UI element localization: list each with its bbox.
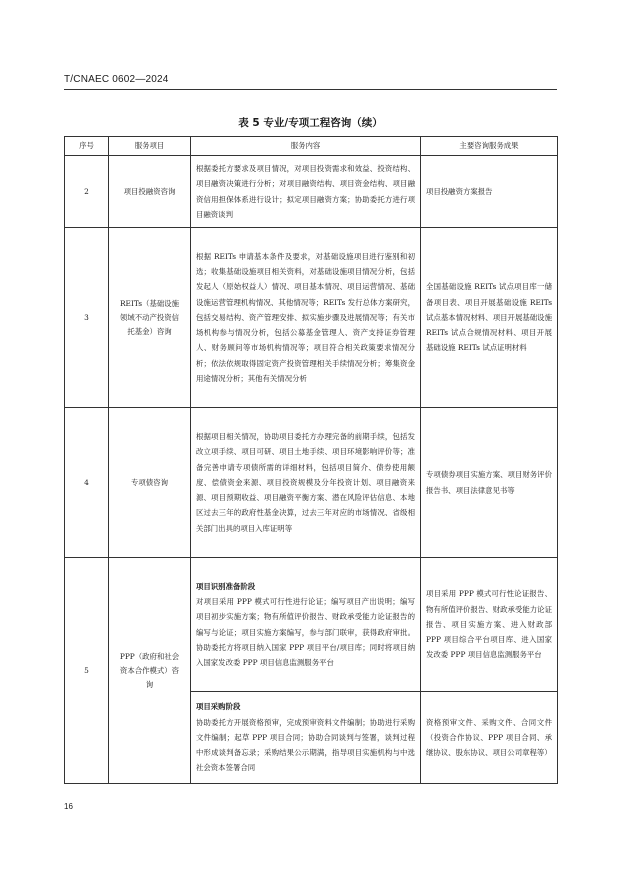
row-service-content: 根据项目相关情况，协助项目委托方办理完备的前期手续，包括发改立项手续、项目可研、项目土地手续、项目环境影响评价等；准备完善申请专项债所需的详细材料，包括项目简介、债券使用额度、偿债资金来源、项目投资规模及分年投资计划、项目融资来源、项目预期收益、项目融资平衡方案、潜在风险评估信息、本地区过去三年的政府性基金决算，过去三年对应的市场情况、省级相关部门出具的项目入库证明等 [191,408,421,558]
table-header-row [65,137,558,156]
column-header-content: 服务内容 [191,137,421,156]
table-row [65,156,558,228]
stage-heading: 项目识别准备阶段 [196,581,256,591]
table-title: 表 5 专业/专项工程咨询（续） [238,117,383,129]
row-service-result: 项目投融资方案报告 [421,156,558,228]
row-service-item: REITs（基础设施领域不动产投资信托基金）咨询 [109,228,191,408]
row-service-item: 项目投融资咨询 [109,156,191,228]
table-row [65,228,558,408]
row-service-item: PPP（政府和社会资本合作模式）咨询 [109,558,191,784]
row-service-result: 项目采用 PPP 模式可行性论证报告、物有所值评价报告、财政承受能力论证报告、项目实施方案、进入财政部 PPP 项目综合平台项目库、进入国家发改委 PPP 项目信息监测服务平台 [421,558,558,692]
page-number: 16 [64,802,73,811]
column-header-result: 主要咨询服务成果 [421,137,558,156]
row-service-item: 专项债咨询 [109,408,191,558]
stage-content: 协助委托方开展资格预审，完成预审资料文件编制；协助进行采购文件编制；起草 PPP 项目合同；协助合同谈判与签署，谈判过程中形成谈判备忘录；采购结果公示期满，指导项目实施机构与中选社会资本签署合同 [196,717,415,773]
stage-content: 对项目采用 PPP 模式可行性进行论证；编写项目产出说明；编写项目初步实施方案；物有所值评价报告、财政承受能力论证报告的编写与论证；项目实施方案编写，参与部门联审，获得政府审批。协助委托方将项目纳入国家 PPP 项目平台/项目库；同时将项目纳入国家发改委 PPP 项目信息监测服务平台 [196,597,415,667]
row-service-content [191,692,421,784]
column-header-seq: 序号 [65,137,109,156]
column-header-item: 服务项目 [109,137,191,156]
stage-heading: 项目采购阶段 [196,702,241,712]
table-row [65,558,558,692]
row-service-result: 资格预审文件、采购文件、合同文件（投资合作协议、PPP 项目合同、承继协议、股东协议、项目公司章程等） [421,692,558,784]
row-service-result: 专项债券项目实施方案、项目财务评价报告书、项目法律意见书等 [421,408,558,558]
row-service-result: 全国基础设施 REITs 试点项目库一储备项目表、项目开展基础设施 REITs 试点基本情况材料、项目开展基础设施 REITs 试点合规情况材料、项目开展基础设施 REITs 试点证明材料 [421,228,558,408]
table-row [65,408,558,558]
row-seq: 3 [65,228,109,408]
row-seq: 2 [65,156,109,228]
services-table [64,136,558,784]
row-seq: 5 [65,558,109,784]
standard-code: T/CNAEC 0602—2024 [64,74,169,85]
row-service-content: 根据委托方要求及项目情况，对项目投资需求和效益、投资结构、项目融资决策进行分析；对项目融资结构、项目资金结构、项目融资信用担保体系进行设计；拟定项目融资方案；协助委托方进行项目融资谈判 [191,156,421,228]
row-service-content: 根据 REITs 申请基本条件及要求，对基础设施项目进行鉴别和初选；收集基础设施项目相关资料，对基础设施项目情况分析，包括发起人（原始权益人）情况、项目基本情况、项目运营情况、基础设施运营管理机构情况、其他情况等；REITs 发行总体方案研究，包括交易结构、资产管理安排、拟实施步骤及进展情况等；有关市场机构参与情况分析，包括公募基金管理人、资产支持证券管理人、财务顾问等市场机构情况等；项目符合相关政策要求情况分析；依法依规取得固定资产投资管理相关手续情况分析；筹集资金用途情况分析；其他有关情况分析 [191,228,421,408]
header-rule [64,89,557,90]
row-service-content [191,558,421,692]
row-seq: 4 [65,408,109,558]
